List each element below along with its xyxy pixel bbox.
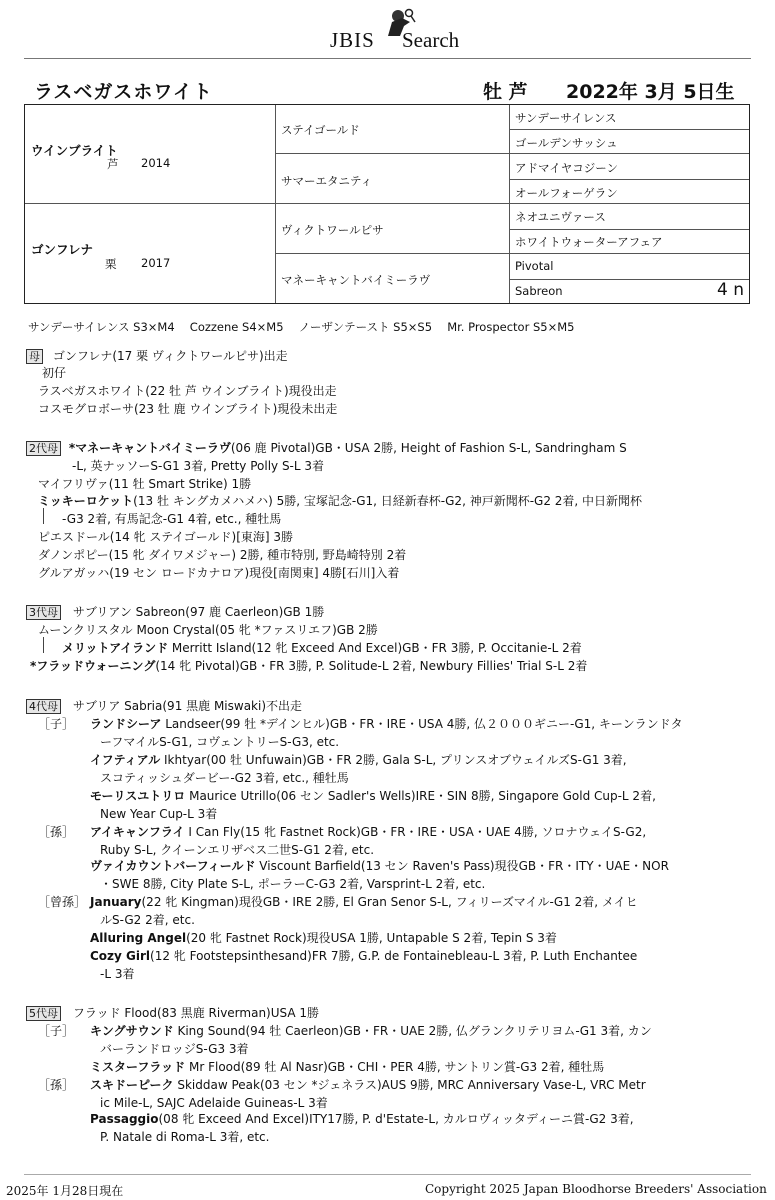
- gen4-dam[interactable]: サブリア Sabria(91 黒鹿 Miswaki)不出走: [72, 699, 303, 713]
- dam-color: 栗: [105, 257, 117, 271]
- dam-offspring[interactable]: コスモグロボーサ(23 牡 鹿 ウインブライト)現役未出走: [38, 402, 338, 416]
- gen4-line: -L 3着: [100, 967, 135, 981]
- g3-ancestor[interactable]: ネオユニヴァース: [515, 210, 606, 224]
- gen4-record: Ikhtyar(00 牡 Unfuwain)GB・FR 2勝, Gala S-L, プリンスオブウェイルズS-G1 3着,: [160, 753, 627, 767]
- gen5-dam[interactable]: フラッド Flood(83 黒鹿 Riverman)USA 1勝: [72, 1006, 320, 1020]
- gen5-record: King Sound(94 牡 Caerleon)GB・FR・UAE 2勝, 仏グランクリテリヨム-G1 3着, カン: [173, 1024, 652, 1038]
- footer-divider: [24, 1174, 751, 1175]
- gen4-line: [90, 929, 557, 946]
- gen4-highlight-name[interactable]: ヴァイカウントバーフィールド: [90, 859, 256, 873]
- gen4-line: ーフマイルS-G1, コヴェントリーS-G3, etc.: [100, 735, 340, 749]
- gen4-highlight-name[interactable]: モーリスユトリロ: [90, 789, 186, 803]
- label-grandchild: ［孫］: [38, 1078, 75, 1092]
- family-number: 4 n: [717, 280, 744, 300]
- gen4-line: スコティッシュダービー-G2 3着, etc., 種牡馬: [100, 771, 349, 785]
- dam-sire[interactable]: ヴィクトワールピサ: [281, 223, 384, 237]
- gen4-highlight-name[interactable]: Alluring Angel: [90, 931, 187, 945]
- gen4-highlight-name[interactable]: ランドシーア: [90, 717, 162, 731]
- gen3-line: [30, 657, 587, 674]
- gen4-record: (12 牝 Footstepsinthesand)FR 7勝, G.P. de Fontainebleau-L 3着, P. Luth Enchantee: [150, 949, 638, 963]
- gen3-line[interactable]: ムーンクリスタル Moon Crystal(05 牝 *ファスリエフ)GB 2勝: [38, 623, 378, 637]
- horse-sex-color: 牡 芦: [483, 81, 528, 103]
- gen5-line: [90, 1076, 646, 1093]
- gen5-line: [26, 1004, 319, 1021]
- label-grandchild: ［孫］: [38, 825, 75, 839]
- gen2-dam-name[interactable]: *マネーキャントバイミーラヴ: [68, 441, 231, 455]
- dam-year: 2017: [141, 256, 171, 270]
- g3-ancestor[interactable]: ホワイトウォーターアフェア: [515, 235, 663, 249]
- gen5-highlight-name[interactable]: ミスターフラッド: [90, 1060, 186, 1074]
- jbis-search-logo[interactable]: [330, 8, 470, 52]
- gen4-line: [90, 823, 646, 840]
- gen2-line[interactable]: ダノンポピー(15 牝 ダイワメジャー) 2勝, 種市特別, 野島崎特別 2着: [38, 548, 407, 562]
- gen5-highlight-name[interactable]: スキドーピーク: [90, 1078, 174, 1092]
- tree-branch: [43, 637, 44, 653]
- gen5-line: [90, 1058, 604, 1075]
- sire-year: 2014: [141, 156, 171, 170]
- gen2-line: [38, 492, 642, 509]
- gen4-line: Ruby S-L, クイーンエリザベス二世S-G1 2着, etc.: [100, 843, 375, 857]
- gen5-record: Mr Flood(89 牡 Al Nasr)GB・CHI・PER 4勝, サントリン賞-G3 2着, 種牡馬: [185, 1060, 605, 1074]
- sire-color: 芦: [107, 157, 119, 171]
- gen5-line: ic Mile-L, SAJC Adelaide Guineas-L 3着: [100, 1096, 328, 1110]
- gen5-line: [90, 1022, 652, 1039]
- gen2-line[interactable]: ピエスドール(14 牝 ステイゴールド)[東海] 3勝: [38, 530, 294, 544]
- pedigree-table: [24, 104, 750, 304]
- gen4-highlight-name[interactable]: January: [90, 895, 142, 909]
- gen2-line[interactable]: グルアガッハ(19 セン ロードカナロア)現役[南関東] 4勝[石川]入着: [38, 566, 400, 580]
- gen4-line: New Year Cup-L 3着: [100, 807, 218, 821]
- g3-ancestor[interactable]: アドマイヤコジーン: [515, 161, 619, 175]
- sire-name[interactable]: ウインブライト: [31, 143, 118, 158]
- gen3-record: Merritt Island(12 牝 Exceed And Excel)GB・FR 3勝, P. Occitanie-L 2着: [168, 641, 582, 655]
- horse-name: ラスベガスホワイト: [34, 81, 213, 103]
- sire-dam[interactable]: サマーエタニティ: [281, 174, 373, 188]
- gen5-record: Skiddaw Peak(03 セン *ジェネラス)AUS 9勝, MRC Anniversary Vase-L, VRC Metr: [173, 1078, 646, 1092]
- gen3-line: [62, 639, 582, 656]
- gen4-highlight-name[interactable]: イフティアル: [90, 753, 161, 767]
- gen3-dam[interactable]: サブリアン Sabreon(97 鹿 Caerleon)GB 1勝: [72, 605, 325, 619]
- g3-ancestor[interactable]: オールフォーゲラン: [515, 186, 618, 200]
- sire-sire[interactable]: ステイゴールド: [281, 123, 360, 137]
- gen4-line: [90, 857, 669, 874]
- gen4-line: [90, 715, 683, 732]
- gen4-line: ルS-G2 2着, etc.: [100, 913, 195, 927]
- gen2-line: [26, 439, 627, 456]
- gen2-tag: 2代母: [26, 441, 61, 456]
- gen3-line: [26, 603, 324, 620]
- gen2-line[interactable]: マイフリヴァ(11 牡 Smart Strike) 1勝: [38, 477, 252, 491]
- gen4-record: (20 牝 Fastnet Rock)現役USA 1勝, Untapable S 2着, Tepin S 3着: [186, 931, 557, 945]
- gen3-tag: 3代母: [26, 605, 61, 620]
- tree-branch: [43, 508, 44, 524]
- footer-date: 2025年 1月28日現在: [6, 1184, 124, 1198]
- gen5-tag: 5代母: [26, 1006, 61, 1021]
- inbreeding-line: サンデーサイレンス S3×M4 Cozzene S4×M5 ノーザンテースト S5×S5 Mr. Prospector S5×M5: [28, 320, 575, 334]
- footer-copyright: Copyright 2025 Japan Bloodhorse Breeders' Association: [425, 1182, 767, 1196]
- gen4-record: (22 牝 Kingman)現役GB・IRE 2勝, El Gran Senor S-L, フィリーズマイル-G1 2着, メイヒ: [141, 895, 638, 909]
- label-child: ［子］: [38, 717, 75, 731]
- gen4-record: Viscount Barfield(13 セン Raven's Pass)現役GB・FR・ITY・UAE・NOR: [255, 859, 669, 873]
- dam-name[interactable]: ゴンフレナ: [31, 242, 94, 257]
- gen4-record: Maurice Utrillo(06 セン Sadler's Wells)IRE・SIN 8勝, Singapore Gold Cup-L 2着,: [185, 789, 656, 803]
- gen4-highlight-name[interactable]: Cozy Girl: [90, 949, 151, 963]
- gen2-record: (13 牡 キングカメハメハ) 5勝, 宝塚記念-G1, 日経新春杯-G2, 神戸新聞杯-G2 2着, 中日新聞杯: [133, 494, 643, 508]
- gen2-line: -G3 2着, 有馬記念-G1 4着, etc., 種牡馬: [62, 512, 282, 526]
- logo-text-jbis: JBIS: [330, 28, 375, 52]
- dam-dam[interactable]: マネーキャントバイミーラヴ: [281, 273, 431, 287]
- dam-section: [26, 347, 288, 364]
- g3-ancestor[interactable]: Sabreon: [515, 284, 563, 298]
- dam-offspring[interactable]: ラスベガスホワイト(22 牡 芦 ウインブライト)現役出走: [38, 384, 337, 398]
- horse-birth-date: 2022年 3月 5日生: [566, 81, 735, 103]
- gen2-dam-record: (06 鹿 Pivotal)GB・USA 2勝, Height of Fashion S-L, Sandringham S: [230, 441, 627, 455]
- g3-ancestor[interactable]: サンデーサイレンス: [515, 111, 617, 125]
- gen2-highlight-name[interactable]: ミッキーロケット: [38, 494, 134, 508]
- label-great-grandchild: ［曾孫］: [38, 895, 87, 909]
- gen5-record: (08 牝 Exceed And Excel)ITY17勝, P. d'Estate-L, カルロヴィッタディーニ賞-G2 3着,: [158, 1112, 634, 1126]
- gen4-line: [90, 947, 637, 964]
- label-child: ［子］: [38, 1024, 75, 1038]
- gen4-line: ・SWE 8勝, City Plate S-L, ポーラーC-G3 2着, Varsprint-L 2着, etc.: [100, 877, 486, 891]
- gen4-highlight-name[interactable]: アイキャンフライ: [90, 825, 185, 839]
- header-divider: [24, 58, 751, 59]
- gen3-highlight-name[interactable]: *フラッドウォーニング: [30, 659, 156, 673]
- dam-note: 初仔: [42, 366, 67, 380]
- gen4-record: Landseer(99 牡 *デインヒル)GB・FR・IRE・USA 4勝, 仏２０００ギニー-G1, キーンランドタ: [161, 717, 683, 731]
- gen5-line: P. Natale di Roma-L 3着, etc.: [100, 1130, 270, 1144]
- gen5-highlight-name[interactable]: Passaggio: [90, 1112, 159, 1126]
- gen3-highlight-name[interactable]: メリットアイランド: [62, 641, 169, 655]
- g3-ancestor[interactable]: Pivotal: [515, 259, 554, 273]
- gen5-highlight-name[interactable]: キングサウンド: [90, 1024, 174, 1038]
- dam-head[interactable]: ゴンフレナ(17 栗 ヴィクトワールピサ)出走: [52, 349, 288, 363]
- gen2-line: -L, 英ナッソーS-G1 3着, Pretty Polly S-L 3着: [72, 459, 325, 473]
- gen4-line: [26, 697, 302, 714]
- g3-ancestor[interactable]: ゴールデンサッシュ: [515, 136, 618, 150]
- gen5-line: バーランドロッジS-G3 3着: [100, 1042, 249, 1056]
- gen4-line: [90, 893, 638, 910]
- logo-text-search: Search: [402, 28, 460, 52]
- gen5-line: [90, 1110, 634, 1127]
- gen3-record: (14 牝 Pivotal)GB・FR 3勝, P. Solitude-L 2着, Newbury Fillies' Trial S-L 2着: [155, 659, 588, 673]
- dam-tag: 母: [26, 349, 43, 364]
- gen4-line: [90, 787, 656, 804]
- gen4-tag: 4代母: [26, 699, 61, 714]
- gen4-record: I Can Fly(15 牝 Fastnet Rock)GB・FR・IRE・USA・UAE 4勝, ソロナウェイS-G2,: [184, 825, 647, 839]
- gen4-line: [90, 751, 627, 768]
